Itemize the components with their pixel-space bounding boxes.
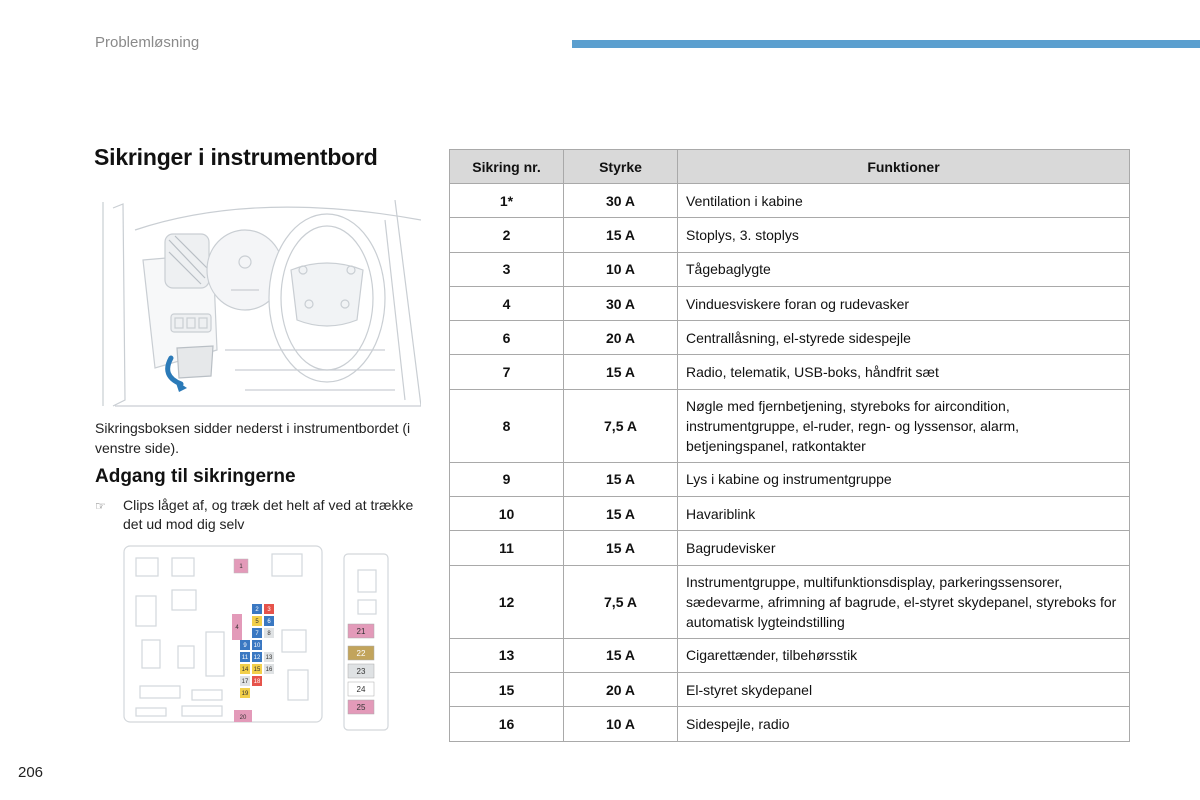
fuse-rating: 7,5 A [564, 389, 678, 462]
table-row [450, 707, 1130, 741]
svg-text:11: 11 [241, 655, 249, 661]
fuse-function: Instrumentgruppe, multifunktionsdisplay, parkeringssensorer, sædevarme, afrimning af bagrude, el-styret skydepanel, styreboks for automatisk lygteindstilling [678, 565, 1130, 638]
fuse-rating: 15 A [564, 497, 678, 531]
svg-text:2: 2 [255, 607, 259, 613]
fuse-function: Lys i kabine og instrumentgruppe [678, 462, 1130, 496]
table-row [450, 355, 1130, 389]
table-row [450, 184, 1130, 218]
fuse-rating: 15 A [564, 531, 678, 565]
fuse-number: 16 [450, 707, 564, 741]
table-row [450, 531, 1130, 565]
fusebox-diagram [122, 540, 392, 732]
fuse-rating: 15 A [564, 218, 678, 252]
column-header-fuse-number: Sikring nr. [450, 150, 564, 184]
svg-text:10: 10 [253, 643, 261, 649]
dashboard-illustration [95, 200, 421, 412]
hand-pointer-icon: ☞ [95, 499, 106, 513]
fuse-rating: 30 A [564, 184, 678, 218]
access-instruction [95, 496, 415, 534]
fuse-function: Centrallåsning, el-styrede sidespejle [678, 321, 1130, 355]
svg-text:17: 17 [241, 679, 249, 685]
fuse-function: Stoplys, 3. stoplys [678, 218, 1130, 252]
section-label: Problemløsning [95, 34, 200, 51]
svg-text:20: 20 [239, 715, 247, 721]
fuse-function: Bagrudevisker [678, 531, 1130, 565]
fuse-rating: 20 A [564, 321, 678, 355]
fuse-function: Ventilation i kabine [678, 184, 1130, 218]
fuse-number: 12 [450, 565, 564, 638]
fuse-number: 3 [450, 252, 564, 286]
svg-text:15: 15 [253, 667, 261, 673]
column-header-rating: Styrke [564, 150, 678, 184]
svg-text:21: 21 [356, 627, 366, 636]
fuse-rating: 20 A [564, 672, 678, 706]
fuse-number: 13 [450, 638, 564, 672]
fuse-number: 7 [450, 355, 564, 389]
svg-text:8: 8 [267, 631, 271, 637]
svg-text:5: 5 [255, 619, 259, 625]
svg-text:23: 23 [356, 667, 366, 676]
fuse-number: 6 [450, 321, 564, 355]
fuse-function: Vinduesviskere foran og rudevasker [678, 286, 1130, 320]
fuse-number: 8 [450, 389, 564, 462]
fuse-function: Sidespejle, radio [678, 707, 1130, 741]
svg-text:25: 25 [356, 703, 366, 712]
fuse-number: 11 [450, 531, 564, 565]
table-row [450, 462, 1130, 496]
fuse-function: Radio, telematik, USB-boks, håndfrit sæt [678, 355, 1130, 389]
svg-text:16: 16 [265, 667, 273, 673]
fuse-function: El-styret skydepanel [678, 672, 1130, 706]
table-header-row [450, 150, 1130, 184]
table-row [450, 321, 1130, 355]
svg-text:13: 13 [265, 655, 273, 661]
svg-text:14: 14 [241, 667, 249, 673]
table-row [450, 672, 1130, 706]
fuse-rating: 15 A [564, 462, 678, 496]
fuse-rating: 30 A [564, 286, 678, 320]
table-row [450, 286, 1130, 320]
access-instruction-text: Clips låget af, og træk det helt af ved at trække det ud mod dig selv [123, 497, 414, 532]
page-number: 206 [18, 764, 44, 781]
section-accent-bar [572, 40, 1200, 48]
fuse-rating: 15 A [564, 355, 678, 389]
svg-text:9: 9 [243, 643, 247, 649]
fuse-rating: 10 A [564, 252, 678, 286]
table-row [450, 638, 1130, 672]
svg-text:6: 6 [267, 619, 271, 625]
fuse-number: 1* [450, 184, 564, 218]
fuse-function: Cigarettænder, tilbehørsstik [678, 638, 1130, 672]
illustration-caption: Sikringsboksen sidder nederst i instrumentbordet (i venstre side). [95, 420, 411, 456]
svg-text:19: 19 [241, 691, 249, 697]
svg-text:4: 4 [235, 625, 239, 631]
fuse-rating: 10 A [564, 707, 678, 741]
fuse-number: 15 [450, 672, 564, 706]
fuse-number: 2 [450, 218, 564, 252]
fuse-number: 4 [450, 286, 564, 320]
fuse-function: Tågebaglygte [678, 252, 1130, 286]
table-row [450, 389, 1130, 462]
fuse-function: Nøgle med fjernbetjening, styreboks for aircondition, instrumentgruppe, el-ruder, regn- og lyssensor, alarm, betjeningspanel, ratkontakter [678, 389, 1130, 462]
svg-text:24: 24 [356, 685, 366, 694]
fuse-function: Havariblink [678, 497, 1130, 531]
fuse-rating: 7,5 A [564, 565, 678, 638]
column-header-functions: Funktioner [678, 150, 1130, 184]
fuse-number: 10 [450, 497, 564, 531]
svg-text:12: 12 [253, 655, 261, 661]
svg-text:18: 18 [253, 679, 261, 685]
table-row [450, 252, 1130, 286]
svg-text:3: 3 [267, 607, 271, 613]
table-row [450, 565, 1130, 638]
svg-text:22: 22 [356, 649, 366, 658]
table-row [450, 218, 1130, 252]
fuse-number: 9 [450, 462, 564, 496]
svg-text:1: 1 [239, 564, 243, 570]
fuse-table [449, 149, 1130, 742]
page-title: Sikringer i instrumentbord [94, 144, 378, 170]
access-heading: Adgang til sikringerne [95, 466, 296, 487]
fuse-rating: 15 A [564, 638, 678, 672]
table-row [450, 497, 1130, 531]
svg-text:7: 7 [255, 631, 259, 637]
